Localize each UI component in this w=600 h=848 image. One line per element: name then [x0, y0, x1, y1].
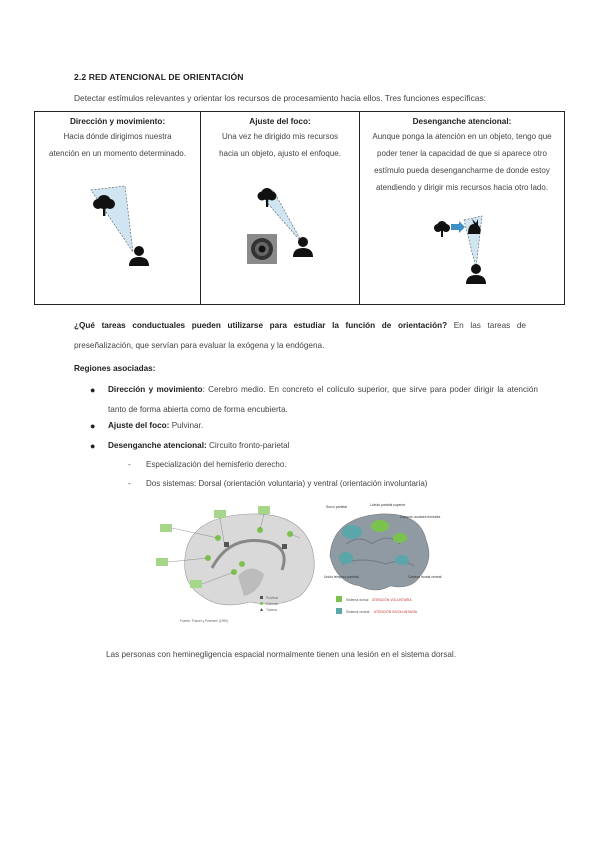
section-intro: Detectar estímulos relevantes y orientar los recursos de procesamiento hacia ellos. Tres funciones específicas: [74, 93, 486, 103]
legend-text: Sistema dorsal [346, 598, 369, 602]
function-cell-direction [35, 112, 201, 305]
function-title: Ajuste del foco: [249, 117, 311, 126]
disengagement-illustration [432, 212, 512, 287]
left-legend-label: Colículo [266, 602, 279, 606]
region-text: Circuito fronto-parietal [206, 441, 290, 450]
function-line: Hacia dónde dirigimos nuestra [63, 132, 172, 141]
sagittal-brain-image [156, 506, 314, 605]
label-temporoparietal: Unión temporo-parietal [324, 575, 359, 579]
function-cell-disengage [360, 112, 565, 305]
region-label: Dirección y movimiento [108, 385, 203, 394]
legend-text: Sistema ventral [346, 610, 370, 614]
label-frontal-eye: Campos oculares frontales [400, 515, 441, 519]
region-item [90, 416, 540, 436]
section-heading: 2.2 RED ATENCIONAL DE ORIENTACIÓN [74, 72, 244, 82]
region-text: : Cerebro medio. En concreto el colículo superior, que sirve para poder dirigir la atención tanto de forma abierta como de forma encubierta. [108, 385, 538, 414]
region-item [90, 436, 540, 456]
function-cell-focus [201, 112, 360, 305]
tree-icon [434, 221, 450, 237]
function-description [201, 128, 359, 162]
function-line: hacia un objeto, ajusto el enfoque. [219, 149, 341, 158]
bullet-icon: ● [90, 441, 96, 451]
camera-lens-icon [247, 234, 277, 264]
function-line: Aunque ponga la atención en un objeto, tengo que [372, 132, 552, 141]
bullet-icon: ● [90, 421, 96, 431]
function-title: Desenganche atencional: [412, 117, 512, 126]
question-paragraph [74, 316, 526, 356]
function-title: Dirección y movimiento: [69, 117, 166, 126]
bullet-icon: ● [90, 385, 96, 395]
functions-table [34, 111, 565, 305]
function-line: atención en un momento determinado. [49, 149, 186, 158]
legend-note: ATENCIÓN VOLUNTARIA [372, 598, 412, 602]
subitem-text: Dos sistemas: Dorsal (orientación voluntaria) y ventral (orientación involuntaria) [146, 479, 428, 488]
label-superior-parietal: Lóbulo parietal superior [370, 503, 406, 507]
right-legend [336, 596, 418, 614]
function-line: Una vez he dirigido mis recursos [221, 132, 339, 141]
subitem-text: Especialización del hemisferio derecho. [146, 460, 287, 469]
left-legend-label: Pulvinar [266, 596, 279, 600]
arrow-right-icon [451, 221, 465, 233]
region-item [90, 380, 540, 420]
question-bold: ¿Qué tareas conductuales pueden utilizarse para estudiar la función de orientación? [74, 321, 448, 330]
legend-note: ATENCIÓN INVOLUNTARIA [374, 610, 418, 614]
person-icon [466, 264, 486, 284]
function-description [35, 128, 200, 162]
label-dorsal-parietal: Surco parietal [326, 505, 347, 509]
function-description [360, 128, 564, 196]
regions-title: Regiones asociadas: [74, 364, 156, 373]
function-line: estímulo pueda desengancharme de donde estoy [374, 166, 550, 175]
question-rest: En las tareas de preseñalización, que servían para evaluar la exógena y la endógena. [74, 321, 526, 350]
function-line: atendiendo y dirigir mis recursos hacia otro lado. [375, 183, 549, 192]
brain-figure [150, 498, 510, 628]
region-subitem: - Dos sistemas: Dorsal (orientación voluntaria) y ventral (orientación involuntaria) [128, 479, 428, 488]
figure-caption: Fuente: Posner y Petersen (1990) [180, 619, 229, 623]
label-ventral-frontal: Corteza frontal ventral [408, 575, 442, 579]
region-label: Desenganche atencional: [108, 441, 207, 450]
closing-paragraph: Las personas con heminegligencia espacial normalmente tienen una lesión en el sistema dorsal. [106, 650, 456, 659]
left-legend-label: Tálamo [266, 608, 278, 612]
attention-direction-illustration [85, 182, 175, 282]
function-line: poder tener la capacidad de que si aparece otro [377, 149, 547, 158]
region-subitem: - Especialización del hemisferio derecho. [128, 460, 287, 469]
region-text: Pulvinar. [169, 421, 204, 430]
focus-adjust-illustration [245, 182, 335, 272]
person-icon [293, 237, 313, 257]
region-label: Ajuste del foco: [108, 421, 170, 430]
